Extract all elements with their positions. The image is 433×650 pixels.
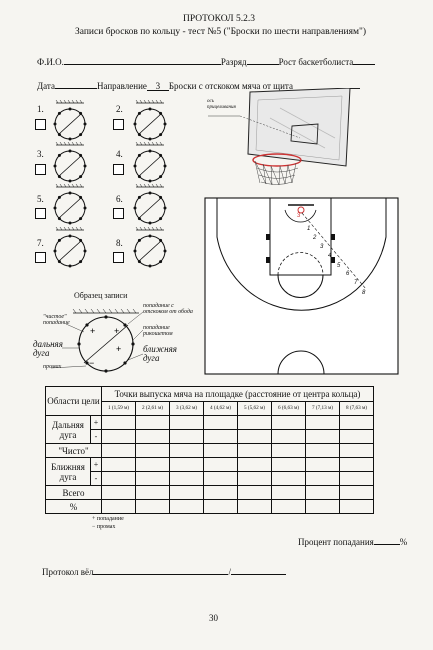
percent-suffix: % — [399, 537, 408, 547]
cell[interactable] — [204, 444, 238, 458]
cell[interactable] — [272, 458, 306, 472]
legend-plus: + попадание — [92, 516, 124, 522]
cell[interactable] — [136, 486, 170, 500]
cell[interactable] — [102, 472, 136, 486]
cell[interactable] — [204, 416, 238, 430]
court-point: 3 — [320, 244, 324, 250]
point-header: 3 (3,62 м) — [170, 401, 204, 416]
row-clean: "Чисто" — [46, 444, 102, 458]
court-point: 8 — [362, 290, 366, 296]
cell[interactable] — [238, 416, 272, 430]
result-checkbox[interactable] — [35, 252, 46, 263]
cell[interactable] — [170, 430, 204, 444]
cell[interactable] — [340, 416, 374, 430]
cell[interactable] — [170, 486, 204, 500]
cell[interactable] — [136, 430, 170, 444]
cell[interactable] — [238, 500, 272, 514]
result-checkbox[interactable] — [113, 119, 124, 130]
cell[interactable] — [136, 458, 170, 472]
svg-text:+: + — [116, 344, 122, 354]
signed-label: Протокол вёл — [42, 567, 94, 577]
circle-number: 1. — [37, 104, 44, 114]
cell[interactable] — [204, 472, 238, 486]
cell[interactable] — [136, 444, 170, 458]
row-sign: + — [91, 458, 102, 472]
cell[interactable] — [340, 472, 374, 486]
svg-text:+: + — [90, 326, 96, 336]
sample-miss-label: промах — [43, 364, 62, 370]
percent-label: Процент попадания — [298, 537, 374, 547]
signed-sign-field[interactable] — [231, 565, 286, 575]
rank-field[interactable] — [247, 55, 279, 65]
point-header: 8 (7,63 м) — [340, 401, 374, 416]
percent-field[interactable] — [374, 535, 400, 545]
protocol-title: ПРОТОКОЛ 5.2.3 — [183, 14, 255, 24]
cell[interactable] — [204, 458, 238, 472]
cell[interactable] — [272, 472, 306, 486]
cell[interactable] — [238, 430, 272, 444]
rank-label: Разряд — [220, 57, 247, 67]
cell[interactable] — [340, 458, 374, 472]
row-sign: - — [91, 430, 102, 444]
row-percent: % — [46, 500, 102, 514]
date-label: Дата — [37, 81, 55, 91]
basketball-court — [204, 197, 400, 377]
cell[interactable] — [306, 416, 340, 430]
cell[interactable] — [238, 458, 272, 472]
court-point: 6 — [346, 271, 350, 277]
circle-number: 7. — [37, 238, 44, 248]
circle-number: 4. — [116, 149, 123, 159]
cell[interactable] — [136, 416, 170, 430]
cell[interactable] — [170, 416, 204, 430]
cell[interactable] — [306, 472, 340, 486]
cell[interactable] — [136, 472, 170, 486]
circle-diagrams — [30, 97, 180, 287]
sample-far-arc-label: дальняя дуга — [33, 339, 63, 358]
height-field[interactable] — [353, 55, 375, 65]
signed-line — [42, 565, 286, 577]
cell[interactable] — [204, 486, 238, 500]
fio-field[interactable] — [64, 55, 221, 65]
result-checkbox[interactable] — [113, 208, 124, 219]
cell[interactable] — [170, 500, 204, 514]
svg-text:−: − — [89, 358, 95, 368]
cell[interactable] — [204, 500, 238, 514]
result-checkbox[interactable] — [113, 252, 124, 263]
col-target-area-header: Области цели — [46, 387, 102, 416]
cell[interactable] — [272, 416, 306, 430]
fio-line — [37, 55, 375, 67]
cell[interactable] — [102, 486, 136, 500]
sample-title: Образец записи — [74, 291, 128, 300]
cell[interactable] — [306, 486, 340, 500]
row-far-arc: Дальняя дуга — [46, 416, 91, 444]
cell[interactable] — [238, 472, 272, 486]
sample-clean-label: "чистое" попадание — [43, 314, 70, 326]
row-near-arc: Ближняя дуга — [46, 458, 91, 486]
result-checkbox[interactable] — [35, 119, 46, 130]
slash: / — [228, 567, 231, 577]
cell[interactable] — [170, 458, 204, 472]
svg-text:+: + — [114, 326, 120, 336]
cell[interactable] — [340, 500, 374, 514]
point-header: 4 (4,62 м) — [204, 401, 238, 416]
cell[interactable] — [170, 444, 204, 458]
shots-label: Броски с отскоком мяча от щита — [168, 81, 293, 91]
cell[interactable] — [306, 444, 340, 458]
circle-number: 6. — [116, 194, 123, 204]
court-point: 7 — [354, 280, 358, 286]
sample-hit-rim-label: попадание рикошетом — [143, 325, 173, 337]
cell[interactable] — [306, 458, 340, 472]
cell[interactable] — [136, 500, 170, 514]
protocol-subtitle: Записи бросков по кольцу - тест №5 ("Броски по шести направлениям") — [75, 27, 367, 37]
cell[interactable] — [102, 430, 136, 444]
cell[interactable] — [170, 472, 204, 486]
sample-near-arc-label: ближняя дуга — [143, 344, 177, 363]
cell[interactable] — [102, 458, 136, 472]
direction-value[interactable]: 3 — [147, 81, 169, 91]
point-header: 1 (1,59 м) — [102, 401, 136, 416]
cell[interactable] — [272, 500, 306, 514]
result-checkbox[interactable] — [35, 208, 46, 219]
results-table — [45, 386, 374, 514]
cell[interactable] — [102, 444, 136, 458]
row-sign: + — [91, 416, 102, 430]
sample-hit-rebound-label: попадание с отскоком от обода — [143, 303, 193, 315]
release-points-header: Точки выпуска мяча на площадке (расстояние от центра кольца) — [102, 387, 374, 402]
cell[interactable] — [238, 486, 272, 500]
date-field[interactable] — [55, 79, 97, 89]
point-header: 7 (7,13 м) — [306, 401, 340, 416]
circle-number: 8. — [116, 238, 123, 248]
point-header: 6 (6,63 м) — [272, 401, 306, 416]
point-header: 2 (2,61 м) — [136, 401, 170, 416]
cell[interactable] — [340, 430, 374, 444]
circle-number: 5. — [37, 194, 44, 204]
percent-line — [298, 535, 407, 547]
cell[interactable] — [306, 500, 340, 514]
cell[interactable] — [272, 444, 306, 458]
cell[interactable] — [102, 500, 136, 514]
result-checkbox[interactable] — [113, 164, 124, 175]
cell[interactable] — [272, 486, 306, 500]
court-point: 5 — [337, 263, 341, 269]
height-label: Рост баскетболиста — [278, 57, 354, 67]
row-total: Всего — [46, 486, 102, 500]
court-point: 4 — [328, 253, 332, 259]
cell[interactable] — [306, 430, 340, 444]
result-checkbox[interactable] — [35, 164, 46, 175]
cell[interactable] — [238, 444, 272, 458]
cell[interactable] — [204, 430, 238, 444]
fio-label: Ф.И.О. — [37, 57, 64, 67]
aim-axis-label: ось прицеливания — [207, 99, 236, 110]
row-sign: - — [91, 472, 102, 486]
page-number: 30 — [209, 613, 218, 623]
cell[interactable] — [340, 486, 374, 500]
ring-label: 3 — [297, 213, 301, 219]
point-header: 5 (5,62 м) — [238, 401, 272, 416]
court-point: 1 — [307, 226, 311, 232]
direction-label: Направление — [96, 81, 147, 91]
cell[interactable] — [272, 430, 306, 444]
cell[interactable] — [340, 444, 374, 458]
circle-number: 3. — [37, 149, 44, 159]
legend-minus: − промах — [92, 524, 116, 530]
circle-number: 2. — [116, 104, 123, 114]
court-point: 2 — [313, 235, 317, 241]
cell[interactable] — [102, 416, 136, 430]
signed-name-field[interactable] — [93, 565, 228, 575]
